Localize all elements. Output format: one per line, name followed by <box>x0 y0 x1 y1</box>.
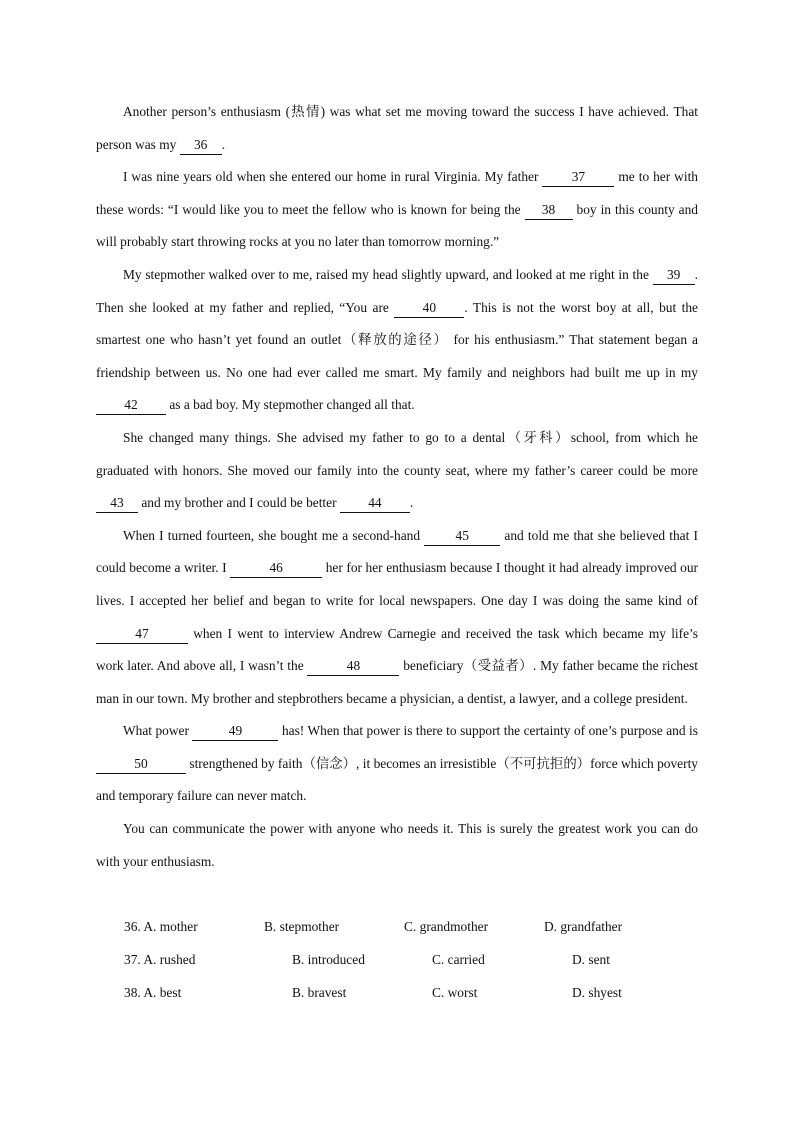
question-number: 37. <box>124 952 141 967</box>
blank-47[interactable]: 47 <box>96 625 188 644</box>
blank-39[interactable]: 39 <box>653 266 695 285</box>
blank-44[interactable]: 44 <box>340 494 410 513</box>
passage-text: and told me that she believed that I could become a writer. I <box>96 527 698 576</box>
blank-38[interactable]: 38 <box>525 201 573 220</box>
passage-text: When I turned fourteen, she bought me a second-hand <box>123 527 425 543</box>
option-c[interactable]: C. carried <box>432 952 485 967</box>
option-a[interactable] <box>124 952 195 968</box>
blank-45[interactable]: 45 <box>424 527 500 546</box>
passage-text: beneficiary（受益者）. My father became the richest man in our town. My brother and stepbrothers became a physician, a dentist, a lawyer, and a college president. <box>96 658 698 706</box>
blank-42[interactable]: 42 <box>96 396 166 415</box>
passage-text: . This is not the worst boy at all, but the smartest one who hasn’t yet found an outlet（释放的途径） for his enthusiasm.” That statement began a friendship between us. No one had ever called me smart. My family and neighbors had built me up in my <box>96 299 698 380</box>
passage-text: . <box>409 495 414 511</box>
answer-options <box>124 911 724 1010</box>
option-b[interactable]: B. bravest <box>292 985 347 1000</box>
passage-text: and my brother and I could be better <box>138 495 340 511</box>
passage-paragraph <box>96 161 698 259</box>
option-d[interactable]: D. shyest <box>572 985 622 1000</box>
blank-46[interactable]: 46 <box>230 559 322 578</box>
blank-49[interactable]: 49 <box>192 722 278 741</box>
question-number: 36. <box>124 919 141 934</box>
passage-text: me to her with these words: “I would like you to meet the fellow who is known for being the <box>96 169 698 217</box>
passage-text: her for her enthusiasm because I thought it had already improved our lives. I accepted her belief and began to write for local newspapers. One day I was doing the same kind of <box>96 560 698 608</box>
option-c[interactable]: C. worst <box>432 985 478 1000</box>
blank-48[interactable]: 48 <box>307 657 399 676</box>
cloze-passage <box>96 96 698 878</box>
question-row <box>124 977 724 1010</box>
passage-text: when I went to interview Andrew Carnegie and received the task which became my life’s work later. And above all, I wasn’t the <box>96 625 698 674</box>
blank-43[interactable]: 43 <box>96 494 138 513</box>
question-number: 38. <box>124 985 141 1000</box>
passage-text: Another person’s enthusiasm (热情) was what set me moving toward the success I have achieved. That person was my <box>96 104 698 152</box>
passage-text: boy in this county and will probably start throwing rocks at you no later than tomorrow morning.” <box>96 201 698 250</box>
option-c[interactable]: C. grandmother <box>404 919 489 934</box>
passage-text: You can communicate the power with anyone who needs it. This is surely the greatest work you can do with your enthusiasm. <box>96 821 698 869</box>
passage-text: . <box>221 136 226 152</box>
passage-text: My stepmother walked over to me, raised my head slightly upward, and looked at me right in the <box>123 266 653 282</box>
blank-36[interactable]: 36 <box>180 136 222 155</box>
passage-text: I was nine years old when she entered our home in rural Virginia. My father <box>123 169 543 185</box>
question-row <box>124 944 724 977</box>
blank-50[interactable]: 50 <box>96 755 186 774</box>
option-b[interactable]: B. stepmother <box>264 919 340 934</box>
passage-text: has! When that power is there to support the certainty of one’s purpose and is <box>278 723 698 739</box>
option-a[interactable] <box>124 985 181 1001</box>
passage-text: What power <box>123 723 193 739</box>
option-d[interactable]: D. grandfather <box>544 919 623 934</box>
passage-paragraph <box>96 422 698 520</box>
option-a[interactable] <box>124 919 198 935</box>
passage-paragraph <box>96 259 698 422</box>
passage-text: as a bad boy. My stepmother changed all that. <box>166 397 415 413</box>
blank-40[interactable]: 40 <box>394 299 464 318</box>
option-text: A. mother <box>143 919 198 934</box>
option-b[interactable]: B. introduced <box>292 952 365 967</box>
passage-paragraph <box>96 813 698 878</box>
option-text: A. best <box>143 985 182 1000</box>
question-row <box>124 911 724 944</box>
passage-text: . Then she looked at my father and replied, “You are <box>96 266 698 315</box>
blank-37[interactable]: 37 <box>542 168 614 187</box>
passage-paragraph <box>96 520 698 716</box>
option-text: A. rushed <box>143 952 196 967</box>
passage-paragraph <box>96 96 698 161</box>
option-d[interactable]: D. sent <box>572 952 610 967</box>
passage-text: She changed many things. She advised my father to go to a dental（牙科）school, from which he graduated with honors. She moved our family into the county seat, where my father’s career could be more <box>96 429 698 478</box>
passage-text: strengthened by faith（信念）, it becomes an irresistible（不可抗拒的）force which poverty and temporary failure can never match. <box>96 755 698 804</box>
passage-paragraph <box>96 715 698 813</box>
